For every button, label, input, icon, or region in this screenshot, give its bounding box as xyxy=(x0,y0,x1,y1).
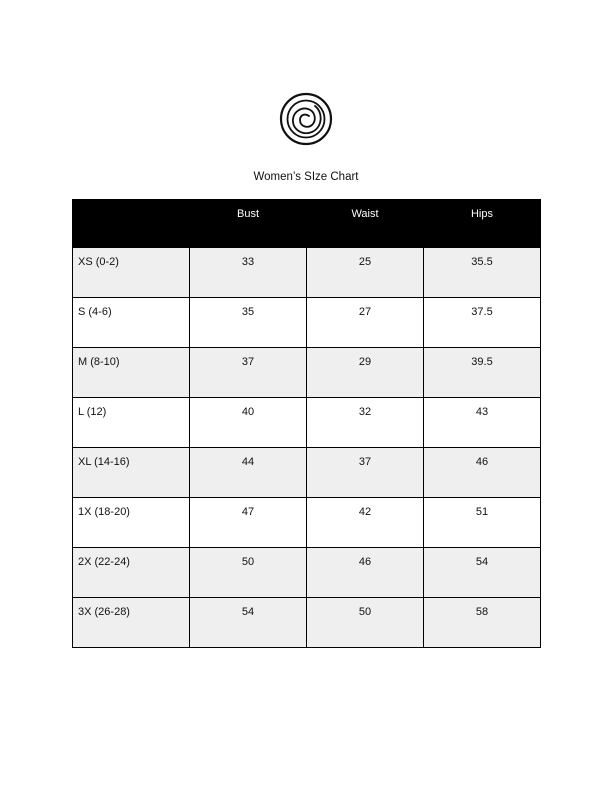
waist-cell: 46 xyxy=(307,548,424,598)
bust-cell: 44 xyxy=(190,448,307,498)
concentric-swirl-icon xyxy=(279,92,333,146)
waist-cell: 50 xyxy=(307,598,424,648)
header-waist: Waist xyxy=(307,200,424,248)
table-row xyxy=(73,348,541,398)
waist-cell: 42 xyxy=(307,498,424,548)
table-row xyxy=(73,498,541,548)
hips-cell: 51 xyxy=(424,498,541,548)
hips-cell: 46 xyxy=(424,448,541,498)
bust-cell: 54 xyxy=(190,598,307,648)
waist-cell: 32 xyxy=(307,398,424,448)
hips-cell: 43 xyxy=(424,398,541,448)
hips-cell: 54 xyxy=(424,548,541,598)
waist-cell: 27 xyxy=(307,298,424,348)
size-cell: 2X (22-24) xyxy=(73,548,190,598)
bust-cell: 47 xyxy=(190,498,307,548)
bust-cell: 40 xyxy=(190,398,307,448)
waist-cell: 29 xyxy=(307,348,424,398)
table-row xyxy=(73,298,541,348)
table-header-row xyxy=(73,200,541,248)
size-cell: M (8-10) xyxy=(73,348,190,398)
table-row xyxy=(73,248,541,298)
size-cell: 1X (18-20) xyxy=(73,498,190,548)
header-hips: Hips xyxy=(424,200,541,248)
page-title: Women’s SIze Chart xyxy=(253,171,359,183)
table-row xyxy=(73,548,541,598)
waist-cell: 25 xyxy=(307,248,424,298)
size-chart-table xyxy=(72,199,541,648)
hips-cell: 37.5 xyxy=(424,298,541,348)
header-bust: Bust xyxy=(190,200,307,248)
bust-cell: 33 xyxy=(190,248,307,298)
size-cell: L (12) xyxy=(73,398,190,448)
hips-cell: 35.5 xyxy=(424,248,541,298)
size-cell: 3X (26-28) xyxy=(73,598,190,648)
bust-cell: 35 xyxy=(190,298,307,348)
table-row xyxy=(73,398,541,448)
hips-cell: 58 xyxy=(424,598,541,648)
bust-cell: 37 xyxy=(190,348,307,398)
table-row xyxy=(73,598,541,648)
size-cell: XS (0-2) xyxy=(73,248,190,298)
bust-cell: 50 xyxy=(190,548,307,598)
hips-cell: 39.5 xyxy=(424,348,541,398)
size-cell: XL (14-16) xyxy=(73,448,190,498)
waist-cell: 37 xyxy=(307,448,424,498)
table-row xyxy=(73,448,541,498)
size-cell: S (4-6) xyxy=(73,298,190,348)
header-size xyxy=(73,200,190,248)
